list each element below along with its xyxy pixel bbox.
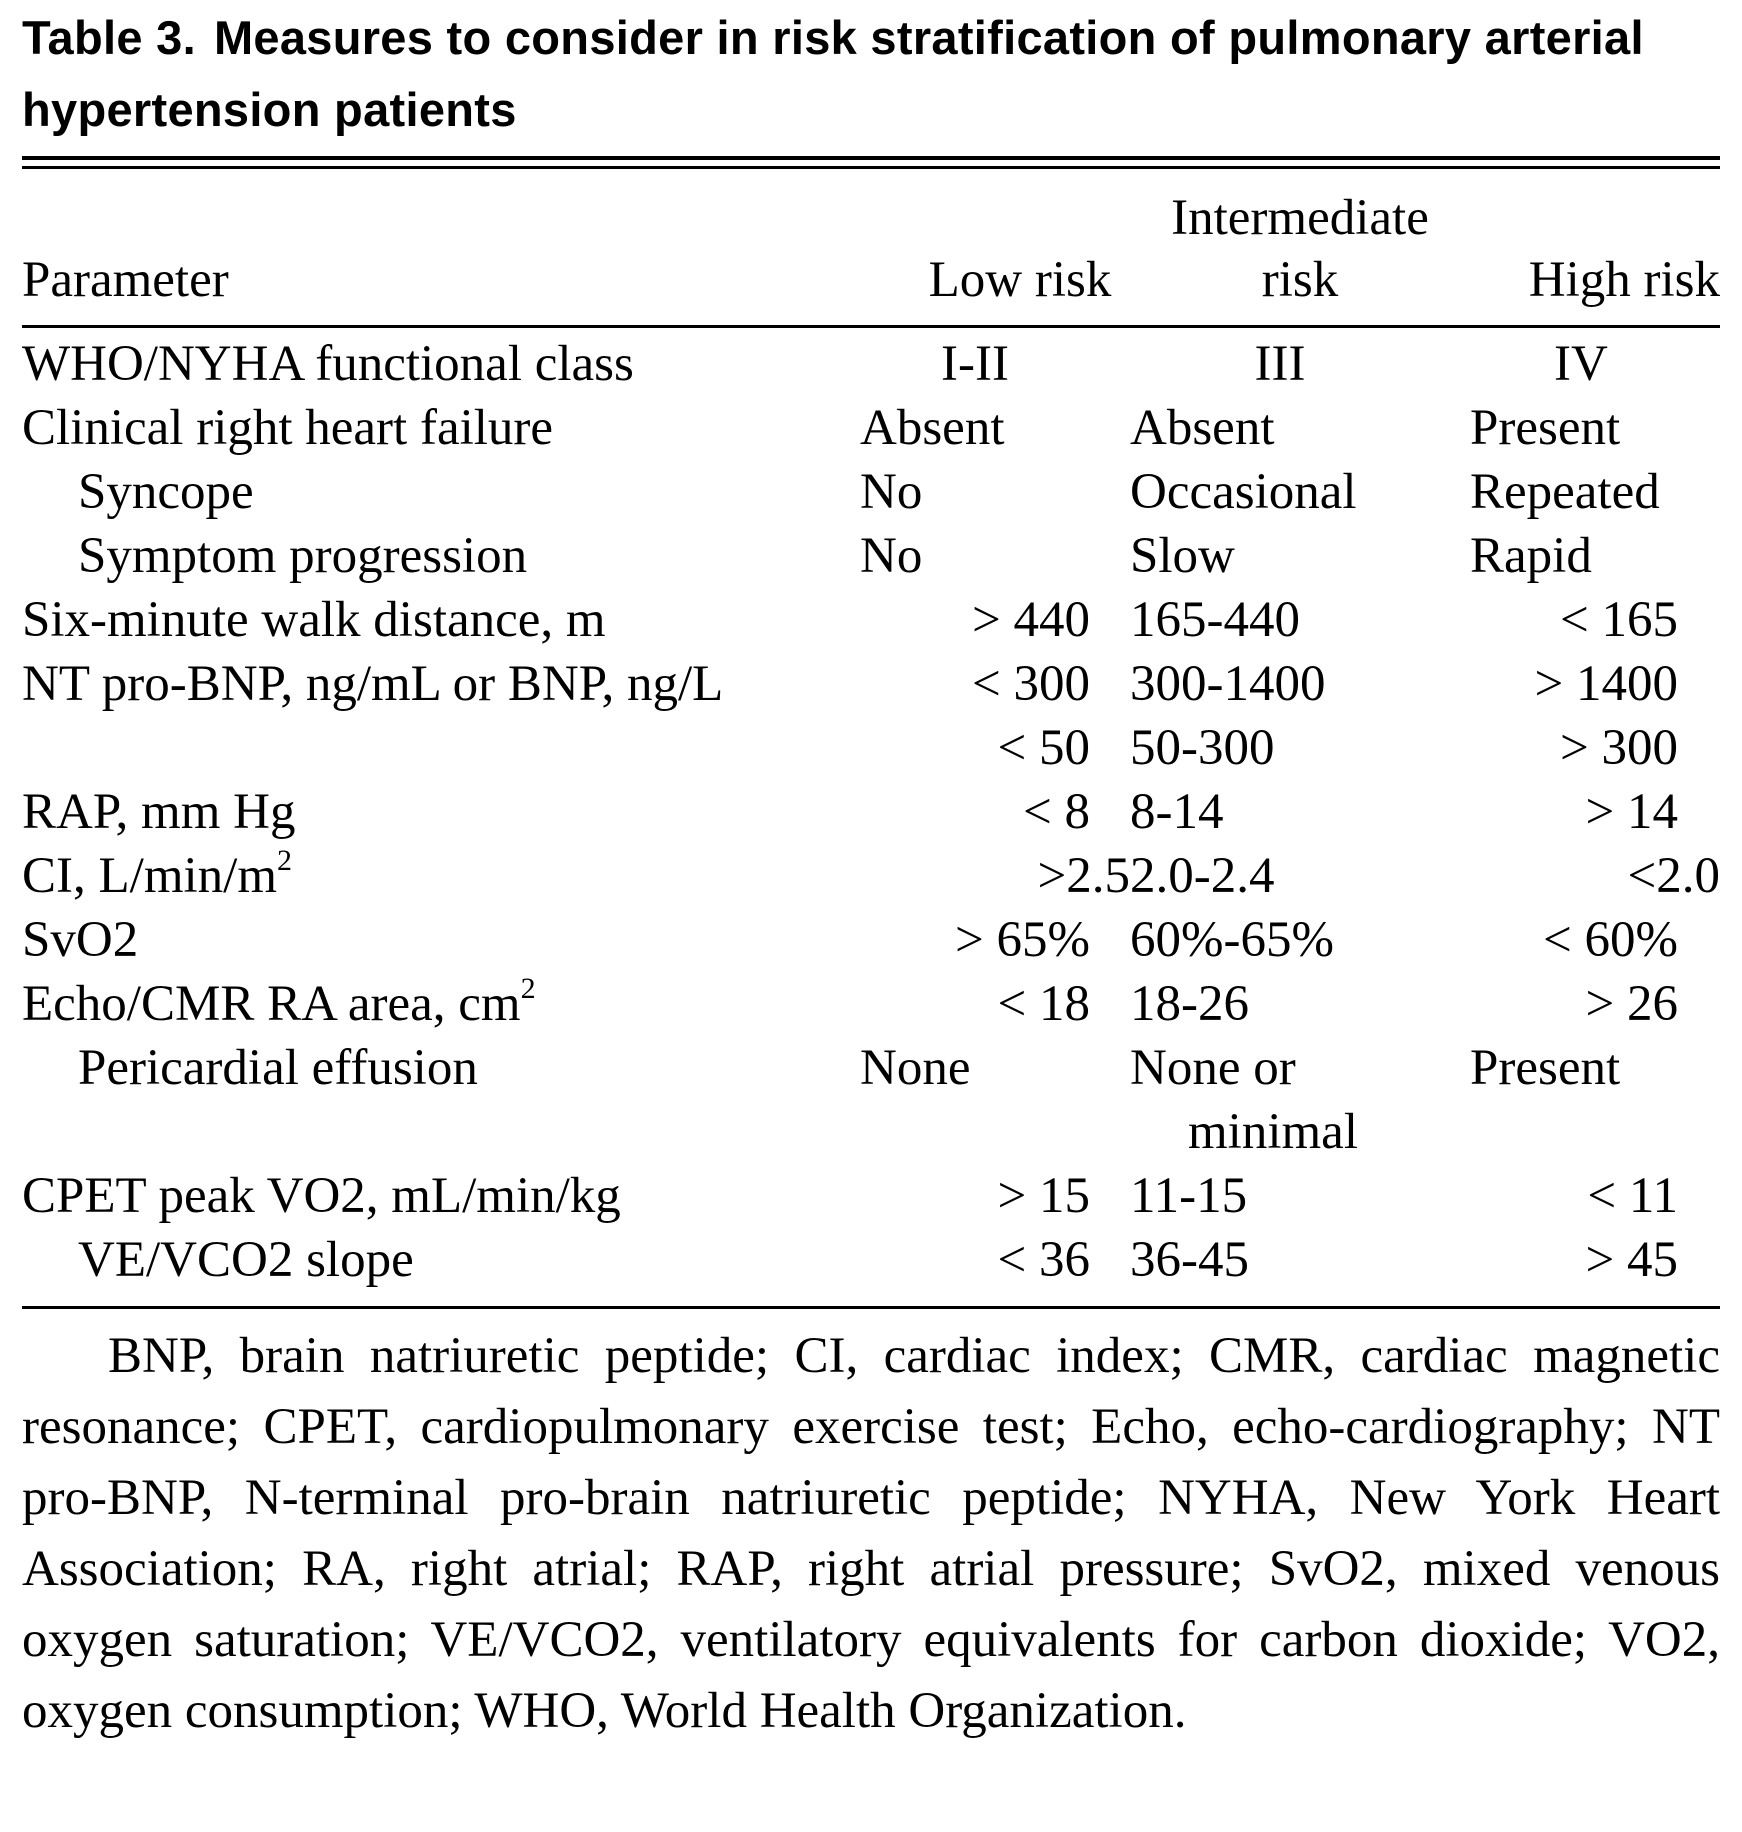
risk-stratification-table	[22, 169, 1720, 1292]
row-low-risk: < 18	[997, 976, 1090, 1032]
table-row	[22, 524, 1720, 588]
row-intermediate-risk	[1130, 1036, 1470, 1164]
top-double-rule	[22, 156, 1720, 169]
row-intermediate-risk: 8-14	[1130, 784, 1224, 840]
row-low-risk: < 8	[1022, 784, 1090, 840]
row-intermediate-risk: 165-440	[1130, 592, 1300, 648]
row-high-risk: Present	[1470, 400, 1621, 456]
row-parameter: Six-minute walk distance, m	[22, 592, 606, 648]
row-intermediate-line1: None or	[1130, 1040, 1296, 1096]
table-header-row	[22, 169, 1720, 327]
row-low-risk: Absent	[860, 400, 1005, 456]
row-parameter	[22, 716, 860, 780]
row-high-risk: > 14	[1585, 784, 1678, 840]
table-row	[22, 1228, 1720, 1292]
row-intermediate-line2: minimal	[1188, 1104, 1358, 1160]
row-intermediate-risk: 300-1400	[1130, 656, 1326, 712]
header-intermediate-risk	[1130, 169, 1470, 327]
row-low-risk: < 36	[997, 1232, 1090, 1288]
row-high-risk: Present	[1470, 1040, 1621, 1096]
row-intermediate-risk: 18-26	[1130, 976, 1249, 1032]
table-row	[22, 1164, 1720, 1228]
row-low-risk: > 440	[971, 592, 1090, 648]
row-low-risk: < 300	[971, 656, 1090, 712]
row-high-risk: > 26	[1585, 976, 1678, 1032]
row-high-risk: < 60%	[1543, 912, 1678, 968]
row-high-risk: > 1400	[1534, 656, 1678, 712]
row-parameter: VE/VCO2 slope	[78, 1232, 414, 1288]
row-parameter: CPET peak VO2, mL/min/kg	[22, 1168, 621, 1224]
row-high-risk: > 300	[1559, 720, 1678, 776]
header-intermediate-line2: risk	[1261, 252, 1339, 308]
row-intermediate-risk: Occasional	[1130, 464, 1357, 520]
table-row	[22, 716, 1720, 780]
row-low-risk: < 50	[997, 720, 1090, 776]
row-parameter: SvO2	[22, 912, 139, 968]
row-parameter-text: Echo/CMR RA area, cm	[22, 976, 521, 1032]
row-parameter: Symptom progression	[78, 528, 528, 584]
table-row	[22, 780, 1720, 844]
row-parameter: NT pro-BNP, ng/mL or BNP, ng/L	[22, 656, 724, 712]
table-label: Table 3.	[22, 11, 196, 64]
table-row	[22, 328, 1720, 396]
row-low-risk: I-II	[941, 336, 1009, 392]
row-parameter-superscript: 2	[520, 972, 536, 1005]
table-row	[22, 908, 1720, 972]
table-row	[22, 1036, 1720, 1164]
row-low-risk: >2.5	[1037, 848, 1130, 904]
table-row	[22, 588, 1720, 652]
row-low-risk: No	[860, 528, 923, 584]
row-low-risk: > 65%	[955, 912, 1090, 968]
row-parameter: RAP, mm Hg	[22, 784, 296, 840]
row-intermediate-risk: Absent	[1130, 400, 1275, 456]
row-intermediate-risk: 60%-65%	[1130, 912, 1334, 968]
row-parameter: Pericardial effusion	[78, 1040, 478, 1096]
table-title: Measures to consider in risk stratification of pulmonary arterial hypertension patients	[22, 11, 1644, 136]
row-high-risk: < 11	[1587, 1168, 1678, 1224]
table-row	[22, 844, 1720, 908]
row-intermediate-risk: 50-300	[1130, 720, 1275, 776]
document-page	[22, 0, 1720, 1747]
row-parameter: Syncope	[78, 464, 254, 520]
bottom-rule	[22, 1306, 1720, 1309]
header-intermediate-line1: Intermediate	[1171, 190, 1429, 246]
header-parameter: Parameter	[22, 252, 229, 308]
row-low-risk: > 15	[997, 1168, 1090, 1224]
table-caption	[22, 2, 1720, 146]
row-high-risk: > 45	[1585, 1232, 1678, 1288]
row-high-risk: Rapid	[1470, 528, 1592, 584]
row-intermediate-risk: III	[1254, 336, 1306, 392]
table-footnote: BNP, brain natriuretic peptide; CI, cardiac index; CMR, cardiac magnetic resonance; CPET, cardiopulmonary exercise test; Echo, echo-cardiography; NT pro-BNP, N-terminal pro-brain natriuretic peptide; NYHA, New York Heart Association; RA, right atrial; RAP, right atrial pressure; SvO2, mixed venous oxygen saturation; VE/VCO2, ventilatory equivalents for carbon dioxide; VO2, oxygen consumption; WHO, World Health Organization.	[22, 1328, 1720, 1739]
row-low-risk: No	[860, 464, 923, 520]
row-high-risk: < 165	[1559, 592, 1678, 648]
row-parameter-superscript: 2	[277, 844, 292, 877]
row-parameter	[22, 972, 860, 1036]
row-high-risk: <2.0	[1627, 848, 1720, 904]
row-intermediate-risk: 11-15	[1130, 1168, 1248, 1224]
row-high-risk: Repeated	[1470, 464, 1660, 520]
row-intermediate-risk: Slow	[1130, 528, 1235, 584]
table-row	[22, 460, 1720, 524]
table-row	[22, 652, 1720, 716]
table-row	[22, 972, 1720, 1036]
header-high-risk: High risk	[1528, 252, 1720, 308]
row-parameter	[22, 844, 860, 908]
row-intermediate-risk: 2.0-2.4	[1130, 848, 1275, 904]
row-intermediate-risk: 36-45	[1130, 1232, 1249, 1288]
header-low-risk: Low risk	[928, 252, 1112, 308]
table-row	[22, 396, 1720, 460]
row-low-risk: None	[860, 1040, 971, 1096]
row-high-risk: IV	[1554, 336, 1608, 392]
row-parameter-text: CI, L/min/m	[22, 848, 277, 904]
row-parameter: WHO/NYHA functional class	[22, 336, 634, 392]
row-parameter: Clinical right heart failure	[22, 400, 554, 456]
